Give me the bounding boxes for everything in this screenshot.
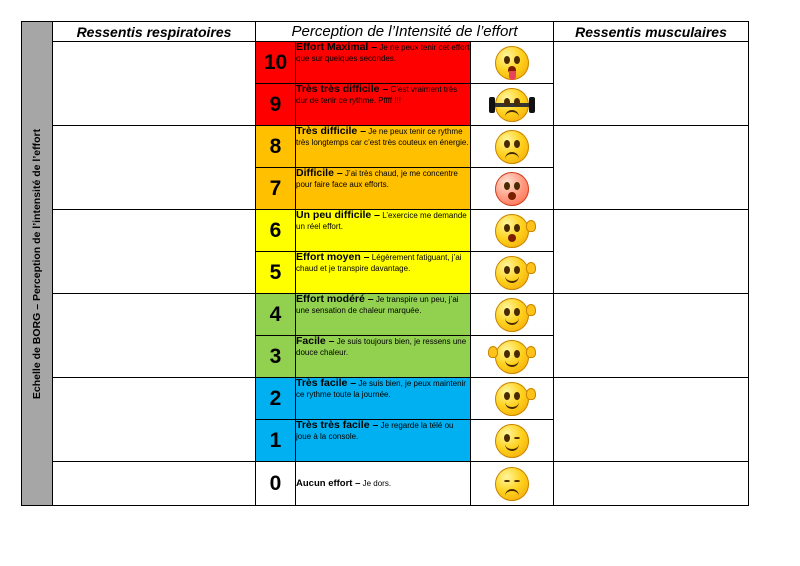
level-number: 0 bbox=[256, 462, 296, 506]
level-description bbox=[296, 420, 471, 462]
level-emoji-cell bbox=[471, 126, 554, 168]
level-text: C’est vraiment très dur de tenir ce rythme. Pffff !!! bbox=[296, 85, 458, 105]
respiratory-cell-0 bbox=[53, 462, 256, 506]
level-emoji-cell bbox=[471, 336, 554, 378]
level-emoji-cell bbox=[471, 210, 554, 252]
level-description bbox=[296, 252, 471, 294]
respiratory-cell-4-3 bbox=[53, 294, 256, 378]
level-number: 9 bbox=[256, 84, 296, 126]
thinking-face-icon bbox=[495, 214, 529, 248]
level-title: Très difficile – bbox=[296, 125, 367, 137]
level-number: 8 bbox=[256, 126, 296, 168]
level-emoji-cell bbox=[471, 420, 554, 462]
level-emoji-cell bbox=[471, 84, 554, 126]
sleeping-face-icon bbox=[495, 467, 529, 501]
weightlifting-face-icon bbox=[495, 88, 529, 122]
level-number: 7 bbox=[256, 168, 296, 210]
level-description bbox=[296, 126, 471, 168]
level-title: Aucun effort – bbox=[296, 478, 361, 489]
level-title: Très facile – bbox=[296, 377, 357, 389]
clapping-face-icon bbox=[495, 340, 529, 374]
level-description bbox=[296, 168, 471, 210]
level-text: Je ne peux tenir cet effort que sur quelques secondes. bbox=[296, 43, 470, 63]
level-number: 1 bbox=[256, 420, 296, 462]
muscular-cell-0 bbox=[554, 462, 749, 506]
level-emoji-cell bbox=[471, 294, 554, 336]
level-text: Je suis toujours bien, je ressens une douce chaleur. bbox=[296, 337, 467, 357]
level-text: L’exercice me demande un réel effort. bbox=[296, 211, 467, 231]
level-number: 10 bbox=[256, 42, 296, 84]
level-description bbox=[296, 84, 471, 126]
borg-side-label-cell bbox=[22, 22, 53, 506]
muscular-cell-2-1 bbox=[554, 378, 749, 462]
hot-surprised-face-icon bbox=[495, 172, 529, 206]
muscular-cell-6-5 bbox=[554, 210, 749, 294]
level-text: J’ai très chaud, je me concentre pour faire face aux efforts. bbox=[296, 169, 458, 189]
muscular-cell-8-7 bbox=[554, 126, 749, 210]
level-title: Effort moyen – bbox=[296, 251, 370, 263]
level-number: 4 bbox=[256, 294, 296, 336]
level-title: Difficile – bbox=[296, 167, 343, 179]
level-title: Effort Maximal – bbox=[296, 41, 378, 53]
level-text: Légèrement fatiguant, j’ai chaud et je transpire davantage. bbox=[296, 253, 462, 273]
level-number: 5 bbox=[256, 252, 296, 294]
level-number: 6 bbox=[256, 210, 296, 252]
level-text: Je transpire un peu, j’ai une sensation de chaleur marquée. bbox=[296, 295, 459, 315]
level-description bbox=[296, 42, 471, 84]
borg-scale-table bbox=[21, 21, 749, 506]
level-emoji-cell bbox=[471, 252, 554, 294]
level-title: Effort modéré – bbox=[296, 293, 374, 305]
header-muscular: Ressentis musculaires bbox=[554, 22, 749, 42]
muscular-cell-4-3 bbox=[554, 294, 749, 378]
ok-hand-face-icon bbox=[495, 298, 529, 332]
level-description bbox=[296, 336, 471, 378]
borg-side-label: Echelle de BORG – Perception de l’intensité de l’effort bbox=[31, 128, 43, 399]
level-description bbox=[296, 294, 471, 336]
level-emoji-cell bbox=[471, 378, 554, 420]
level-title: Très très facile – bbox=[296, 419, 379, 431]
level-emoji-cell bbox=[471, 462, 554, 506]
level-number: 2 bbox=[256, 378, 296, 420]
winking-face-icon bbox=[495, 424, 529, 458]
respiratory-cell-2-1 bbox=[53, 378, 256, 462]
level-description bbox=[296, 462, 471, 506]
respiratory-cell-6-5 bbox=[53, 210, 256, 294]
dizzy-face-icon bbox=[495, 130, 529, 164]
level-text: Je regarde la télé ou joue à la console. bbox=[296, 421, 454, 441]
level-text: Je dors. bbox=[360, 479, 392, 488]
level-number: 3 bbox=[256, 336, 296, 378]
exhausted-face-icon bbox=[495, 46, 529, 80]
level-title: Facile – bbox=[296, 335, 335, 347]
header-perception: Perception de l’Intensité de l’effort bbox=[256, 22, 554, 42]
level-description bbox=[296, 210, 471, 252]
muscular-cell-10-9 bbox=[554, 42, 749, 126]
level-title: Très très difficile – bbox=[296, 83, 389, 95]
level-emoji-cell bbox=[471, 42, 554, 84]
level-emoji-cell bbox=[471, 168, 554, 210]
level-description bbox=[296, 378, 471, 420]
respiratory-cell-10-9 bbox=[53, 42, 256, 126]
header-respiratory: Ressentis respiratoires bbox=[53, 22, 256, 42]
level-text: Je ne peux tenir ce rythme très longtemps car c’est très couteux en énergie. bbox=[296, 127, 469, 147]
waving-face-icon bbox=[495, 256, 529, 290]
respiratory-cell-8-7 bbox=[53, 126, 256, 210]
level-text: Je suis bien, je peux maintenir ce rythme toute la journée. bbox=[296, 379, 466, 399]
ok-face-icon bbox=[495, 382, 529, 416]
level-title: Un peu difficile – bbox=[296, 209, 381, 221]
